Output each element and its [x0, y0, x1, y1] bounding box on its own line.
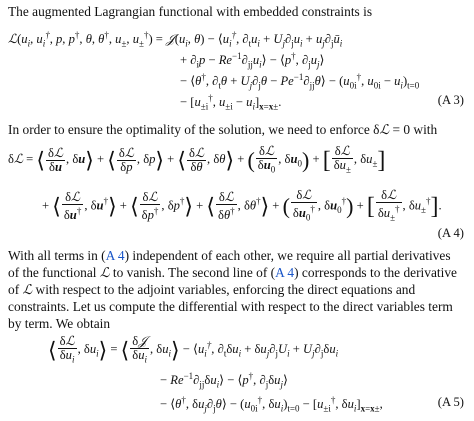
equation-a4-line-1: δℒ = ⟨ $\frac{\text{δℒ}}{\delta u}$ , δu⟩ + ⟨ $\frac{\text{δℒ}}{\delta p}$ , δp⟩ + ⟨ $\frac{\text{δℒ}}{\delta\theta}$ , δθ⟩ + ( $\frac{\text{δℒ}}{\delta u_0}$ , $\delta u_0$) + [ $\frac{\text{δℒ}}{\delta u_\pm}$ , $\delta u_\pm$] — [8, 143, 386, 175]
eq-a4-link[interactable]: A 4 — [105, 248, 125, 263]
eq-a4-link[interactable]: A 4 — [275, 265, 295, 280]
equation-number-a3: (A 3) — [437, 93, 464, 107]
optimality-paragraph: In order to ensure the optimality of the solution, we need to enforce δℒ = 0 with — [8, 122, 438, 138]
equation-a5-line-3: − ⟨θ†, $\delta u_j\partial_j\theta⟩ - (u_{0i}^\dagger$, $\delta u_i)_{t=0} - [u_{\pm i}^\dagger$, $\delta u_i]_{x=x\pm}$, — [160, 395, 383, 414]
paragraph-line-3: of ℒ with respect to the adjoint variables, enforcing the direct equations and — [8, 282, 416, 298]
equation-a5-line-1: ⟨ $\frac{\text{δℒ}}{\delta u_i}$ , $\delta u_i⟩$ = ⟨ $\frac{\text{δ𝒥}}{\delta u_i}$ , $\delta u_i⟩$ − $⟨u_i^\dagger$, $\partial_t\delta u_i + \delta u_j\partial_jU_i + U_j\partial_j\delta u_i$ — [48, 333, 339, 365]
equation-a4-line-2: + ⟨ $\frac{\text{δℒ}}{\delta u^\dagger}$ , δu†⟩ + ⟨ $\frac{\text{δℒ}}{\delta p^\dagger}$ , δp†⟩ + ⟨ $\frac{\text{δℒ}}{\delta\theta^\dagger}$ , δθ†⟩ + ( $\frac{\text{δℒ}}{\delta u_0^\dagger}$ , $\delta u_0^\dagger$) + [ $\frac{\text{δℒ}}{\delta u_\pm^\dagger}$ , $\delta u_\pm^\dagger$]. — [42, 187, 442, 223]
paragraph-line-5: by term. We obtain — [8, 316, 111, 331]
equation-a3-line-2: + $\partial_ip$ − $Re^{-1}\partial_{jj}u_i⟩$ − ⟨p†, $\partial_ju_j⟩$ — [180, 51, 325, 70]
paragraph-line-4: constraints. Let us compute the differential with respect to the direct variables term — [8, 299, 453, 314]
equation-number-a5: (A 5) — [437, 395, 464, 409]
paragraph-line-2: of the functional ℒ to vanish. The second line of (A 4) corresponds to the derivative — [8, 265, 457, 281]
equation-a3-line-4: − [$u_{\pm i}^\dagger$, $u_{\pm i} - u_i]_{x=x\pm}$. — [180, 93, 282, 112]
paragraph-line-1: With all terms in (A 4) independent of each other, we require all partial derivatives — [8, 248, 451, 263]
intro-paragraph: The augmented Lagrangian functional with embedded constraints is — [8, 4, 373, 19]
equation-a3-line-1: $ℒ(u_i$, $u_i^\dagger$, p, p†, θ, θ†, $u_\pm$, $u_\pm^\dagger$) = $𝒥(u_i$, $\theta) - ⟨u_i^\dagger$, $\partial_tu_i + U_j\partial_ju_i$ + $u_j\partial_jū_i$ — [8, 30, 343, 49]
equation-a3-line-3: − ⟨θ†, $\partial_t\theta + U_j\partial_j\theta$ − $Pe^{-1}\partial_{jj}\theta⟩ - (u_{0i}^\dagger$, $u_{0i} - u_i)_{t=0}$ — [180, 72, 420, 91]
equation-number-a4: (A 4) — [437, 226, 464, 240]
equation-a5-line-2: − $Re^{-1}\partial_{jj}\delta u_i⟩$ − ⟨p†, $\partial_j\delta u_j⟩$ — [160, 371, 288, 390]
